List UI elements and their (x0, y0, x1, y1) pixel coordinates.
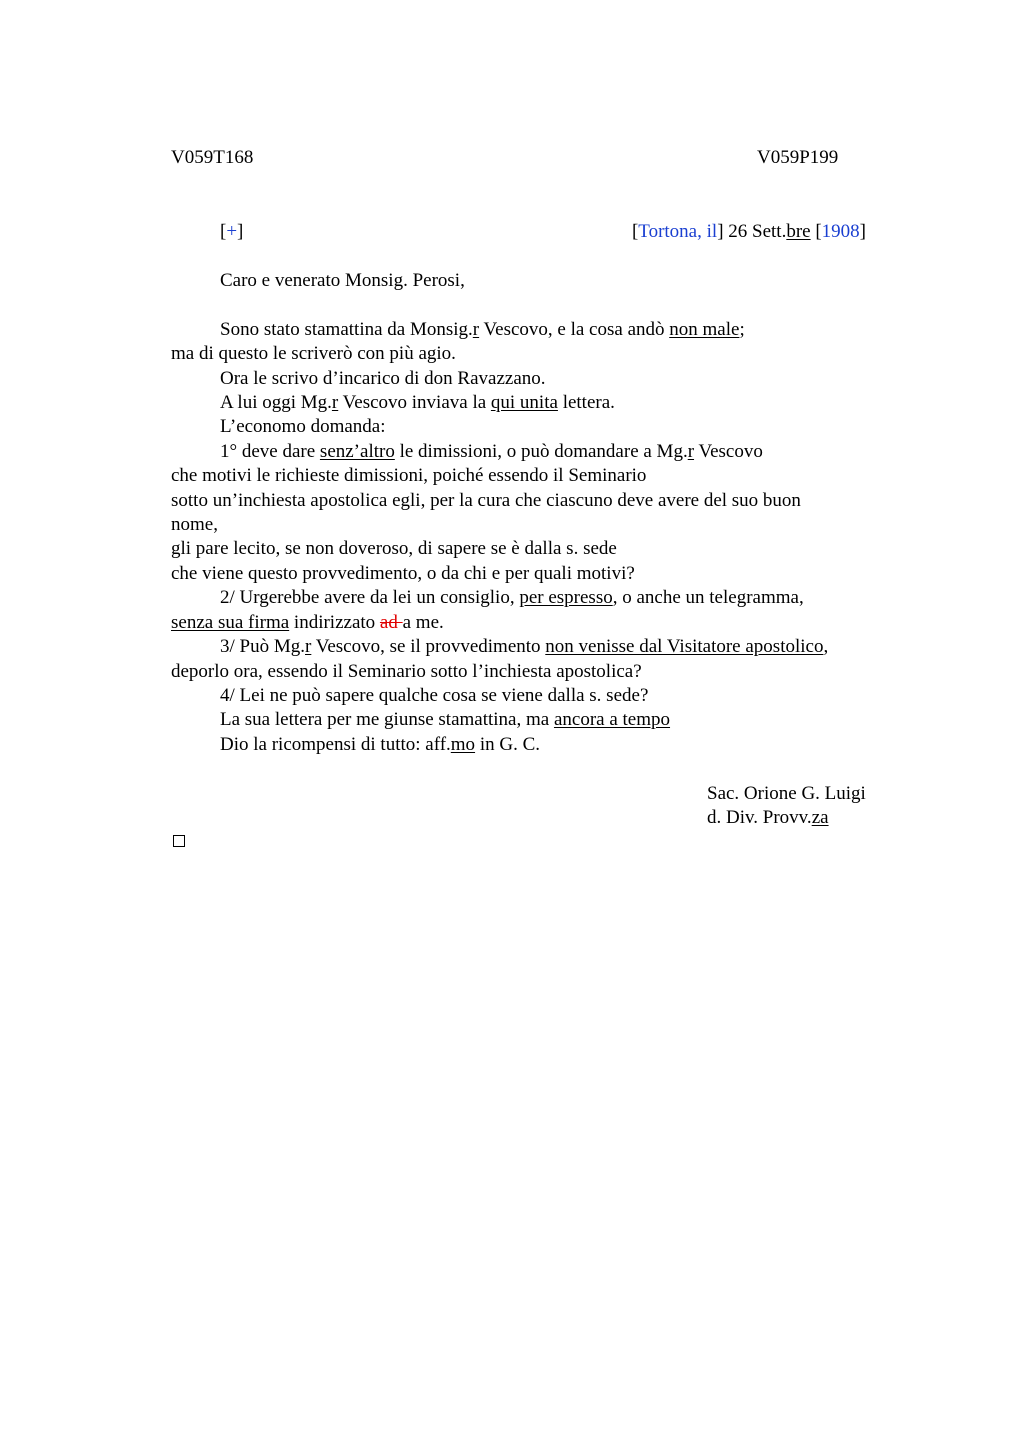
body-line: che viene questo provvedimento, o da chi e per quali motivi? (171, 563, 635, 584)
place-name: Tortona, il (638, 221, 718, 242)
body-line: ma di questo le scriverò con più agio. (171, 343, 456, 364)
dateline: [Tortona, il] 26 Sett.bre [1908] (631, 221, 866, 242)
body-line: nome, (171, 514, 218, 535)
year: 1908 (821, 221, 860, 242)
body-line: 4/ Lei ne può sapere qualche cosa se viene dalla s. sede? (220, 685, 649, 706)
document-code-left: V059T168 (171, 147, 254, 168)
end-box-icon (173, 835, 185, 847)
signature-name: Sac. Orione G. Luigi (707, 783, 866, 804)
cross-mark: [+] (220, 221, 244, 242)
body-line: 1° deve dare senz’altro le dimissioni, o può domandare a Mg.r Vescovo (220, 441, 763, 462)
signature-title: d. Div. Provv.za (707, 807, 829, 828)
body-line: che motivi le richieste dimissioni, poiché essendo il Seminario (171, 465, 647, 486)
body-line: 2/ Urgerebbe avere da lei un consiglio, per espresso, o anche un telegramma, (220, 587, 804, 608)
document-code-right: V059P199 (757, 147, 839, 168)
body-line: deporlo ora, essendo il Seminario sotto l’inchiesta apostolica? (171, 661, 642, 682)
body-line: sotto un’inchiesta apostolica egli, per la cura che ciascuno deve avere del suo buon (171, 490, 801, 511)
closing-line: Dio la ricompensi di tutto: aff.mo in G. C. (220, 734, 540, 755)
deleted-text: ad (379, 612, 403, 633)
body-line: La sua lettera per me giunse stamattina, ma ancora a tempo (220, 709, 671, 730)
body-line: senza sua firma indirizzato ad a me. (171, 612, 444, 633)
body-line: L’economo domanda: (220, 416, 386, 437)
body-line: A lui oggi Mg.r Vescovo inviava la qui unita lettera. (220, 392, 615, 413)
body-line: Sono stato stamattina da Monsig.r Vescovo, e la cosa andò non male; (220, 319, 745, 340)
body-line: gli pare lecito, se non doveroso, di sapere se è dalla s. sede (171, 538, 617, 559)
salutation: Caro e venerato Monsig. Perosi, (220, 270, 465, 291)
body-line: 3/ Può Mg.r Vescovo, se il provvedimento non venisse dal Visitatore apostolico, (220, 636, 829, 657)
body-line: Ora le scrivo d’incarico di don Ravazzano. (220, 368, 546, 389)
